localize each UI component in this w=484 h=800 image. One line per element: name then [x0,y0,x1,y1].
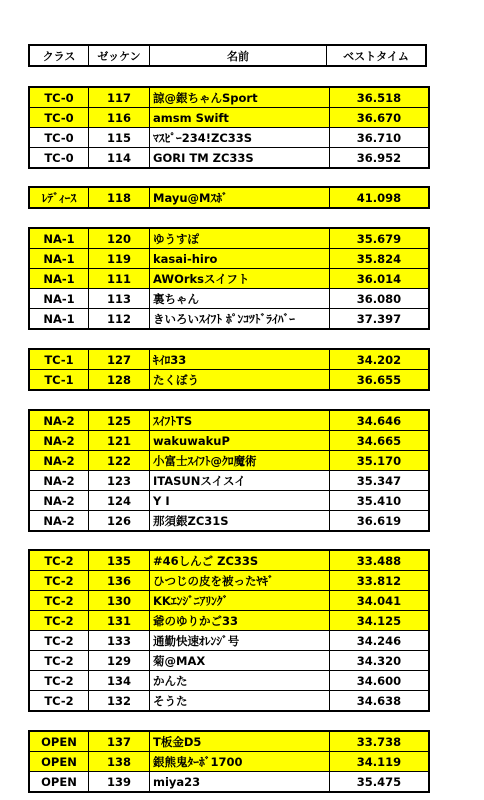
time-cell: 34.202 [330,349,430,370]
result-row [29,752,429,772]
name-cell: 爺のゆりかご33 [150,611,330,631]
number-cell: 117 [89,87,150,108]
time-cell: 35.410 [330,491,430,511]
number-cell: 125 [89,410,150,431]
name-cell: GORI TM ZC33S [150,148,330,169]
header-best-time: ベストタイム [327,45,427,66]
time-cell: 33.738 [330,731,430,752]
result-row [29,289,429,309]
class-group-table [28,186,430,209]
header-name: 名前 [150,45,327,66]
class-cell: TC-2 [29,651,89,671]
name-cell: たくぼう [150,370,330,391]
result-row [29,671,429,691]
number-cell: 114 [89,148,150,169]
result-row [29,631,429,651]
result-row [29,148,429,169]
class-cell: TC-1 [29,370,89,391]
name-cell: ひつじの皮を被ったﾔｷﾞ [150,571,330,591]
class-cell: TC-1 [29,349,89,370]
time-cell: 36.710 [330,128,430,148]
time-cell: 34.665 [330,431,430,451]
time-cell: 37.397 [330,309,430,330]
class-cell: NA-1 [29,289,89,309]
class-cell: OPEN [29,772,89,793]
header-number: ゼッケン [89,45,150,66]
name-cell: kasai-hiro [150,249,330,269]
name-cell: #46しんご ZC33S [150,550,330,571]
result-row [29,187,429,208]
time-cell: 36.655 [330,370,430,391]
number-cell: 121 [89,431,150,451]
number-cell: 135 [89,550,150,571]
header-row [29,45,426,66]
result-row [29,228,429,249]
time-cell: 35.679 [330,228,430,249]
class-cell: NA-2 [29,511,89,532]
number-cell: 120 [89,228,150,249]
number-cell: 119 [89,249,150,269]
name-cell: 菊@MAX [150,651,330,671]
name-cell: 那須銀ZC31S [150,511,330,532]
name-cell: かんた [150,671,330,691]
result-row [29,269,429,289]
name-cell: 裏ちゃん [150,289,330,309]
result-row [29,309,429,330]
name-cell: ｷｲﾛ33 [150,349,330,370]
name-cell: そうた [150,691,330,712]
result-row [29,410,429,431]
time-cell: 34.638 [330,691,430,712]
result-row [29,349,429,370]
number-cell: 128 [89,370,150,391]
time-cell: 35.347 [330,471,430,491]
class-cell: TC-2 [29,631,89,651]
time-cell: 34.125 [330,611,430,631]
result-row [29,591,429,611]
class-group-table [28,730,430,793]
result-row [29,431,429,451]
name-cell: ﾏｽﾋﾟｰ234!ZC33S [150,128,330,148]
name-cell: ｽｲﾌﾄTS [150,410,330,431]
time-cell: 33.812 [330,571,430,591]
time-cell: 36.952 [330,148,430,169]
result-row [29,128,429,148]
number-cell: 138 [89,752,150,772]
name-cell: AWOrksスイフト [150,269,330,289]
number-cell: 113 [89,289,150,309]
class-cell: TC-2 [29,550,89,571]
number-cell: 111 [89,269,150,289]
class-group-table [28,227,430,330]
class-cell: NA-1 [29,309,89,330]
result-row [29,571,429,591]
time-cell: 41.098 [330,187,430,208]
class-cell: OPEN [29,752,89,772]
result-row [29,370,429,391]
result-row [29,691,429,712]
number-cell: 137 [89,731,150,752]
result-row [29,611,429,631]
class-cell: NA-1 [29,249,89,269]
name-cell: 銀熊鬼ﾀｰﾎﾞ1700 [150,752,330,772]
result-row [29,451,429,471]
number-cell: 139 [89,772,150,793]
time-cell: 36.014 [330,269,430,289]
result-row [29,772,429,793]
name-cell: 通勤快速ｵﾚﾝｼﾞ号 [150,631,330,651]
number-cell: 116 [89,108,150,128]
number-cell: 126 [89,511,150,532]
class-group-table [28,86,430,169]
time-cell: 35.475 [330,772,430,793]
class-cell: NA-2 [29,451,89,471]
class-cell: NA-2 [29,410,89,431]
number-cell: 129 [89,651,150,671]
class-cell: TC-0 [29,128,89,148]
result-row [29,550,429,571]
result-row [29,87,429,108]
number-cell: 115 [89,128,150,148]
name-cell: Y I [150,491,330,511]
name-cell: KKｴﾝｼﾞﾆｱﾘﾝｸﾞ [150,591,330,611]
class-cell: TC-2 [29,591,89,611]
time-cell: 36.080 [330,289,430,309]
time-cell: 34.646 [330,410,430,431]
number-cell: 124 [89,491,150,511]
number-cell: 132 [89,691,150,712]
class-cell: NA-2 [29,471,89,491]
class-group-table [28,409,430,532]
class-cell: TC-2 [29,691,89,712]
name-cell: きいろいｽｲﾌﾄ ﾎﾟﾝｺﾂﾄﾞﾗｲﾊﾞｰ [150,309,330,330]
number-cell: 127 [89,349,150,370]
result-row [29,108,429,128]
name-cell: Mayu@Mｽﾎﾞ [150,187,330,208]
name-cell: miya23 [150,772,330,793]
time-cell: 34.600 [330,671,430,691]
result-row [29,511,429,532]
class-cell: TC-2 [29,611,89,631]
time-cell: 34.119 [330,752,430,772]
time-cell: 33.488 [330,550,430,571]
class-cell: NA-1 [29,228,89,249]
name-cell: wakuwakuP [150,431,330,451]
result-row [29,491,429,511]
result-row [29,471,429,491]
class-cell: NA-1 [29,269,89,289]
result-row [29,249,429,269]
header-class: クラス [29,45,89,66]
name-cell: amsm Swift [150,108,330,128]
number-cell: 136 [89,571,150,591]
class-group-table [28,348,430,391]
number-cell: 133 [89,631,150,651]
number-cell: 122 [89,451,150,471]
time-cell: 35.824 [330,249,430,269]
number-cell: 134 [89,671,150,691]
time-cell: 34.320 [330,651,430,671]
name-cell: 小富士ｽｲﾌﾄ@ｸﾛ魔術 [150,451,330,471]
time-cell: 36.670 [330,108,430,128]
time-cell: 34.041 [330,591,430,611]
number-cell: 123 [89,471,150,491]
class-group-table [28,549,430,712]
class-cell: OPEN [29,731,89,752]
class-cell: TC-2 [29,571,89,591]
number-cell: 131 [89,611,150,631]
time-cell: 36.619 [330,511,430,532]
name-cell: ゆうすぽ [150,228,330,249]
class-cell: NA-2 [29,431,89,451]
class-cell: ﾚﾃﾞｨｰｽ [29,187,89,208]
name-cell: ITASUNスイスイ [150,471,330,491]
time-cell: 36.518 [330,87,430,108]
number-cell: 130 [89,591,150,611]
number-cell: 118 [89,187,150,208]
time-cell: 34.246 [330,631,430,651]
class-cell: NA-2 [29,491,89,511]
class-cell: TC-0 [29,148,89,169]
header-table [28,44,427,67]
class-cell: TC-0 [29,108,89,128]
class-cell: TC-2 [29,671,89,691]
name-cell: T板金D5 [150,731,330,752]
result-row [29,651,429,671]
time-cell: 35.170 [330,451,430,471]
name-cell: 諒@銀ちゃんSport [150,87,330,108]
result-row [29,731,429,752]
number-cell: 112 [89,309,150,330]
class-cell: TC-0 [29,87,89,108]
